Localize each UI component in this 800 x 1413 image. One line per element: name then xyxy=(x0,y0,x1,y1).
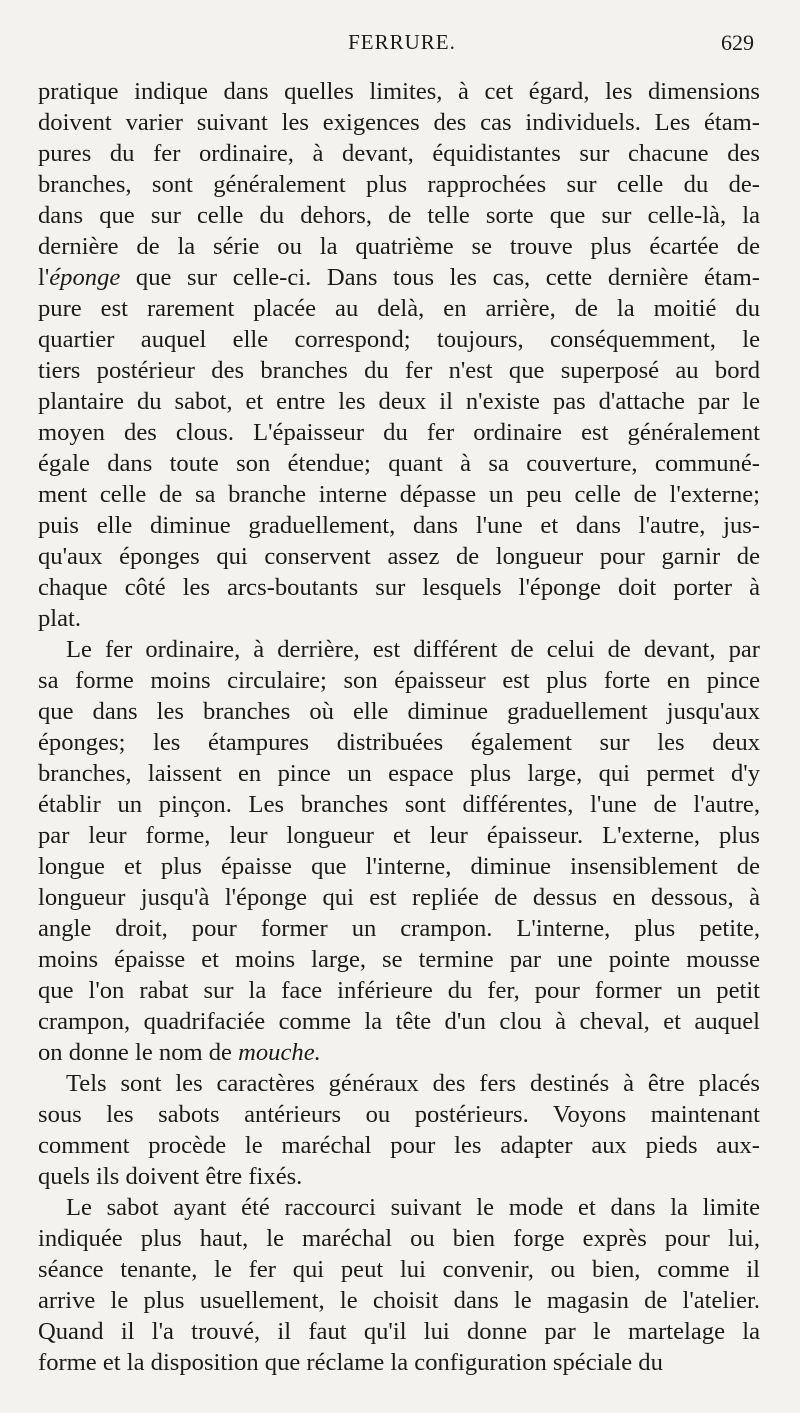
text-line: plantaire du sabot, et entre les deux il n'existe pas d'attache par le xyxy=(38,388,760,415)
text-line: ment celle de sa branche interne dépasse un peu celle de l'externe; xyxy=(38,481,760,508)
text-line: par leur forme, leur longueur et leur épaisseur. L'externe, plus xyxy=(38,822,760,849)
text-line: moins épaisse et moins large, se termine par une pointe mousse xyxy=(38,946,760,973)
text-line: crampon, quadrifaciée comme la tête d'un clou à cheval, et auquel xyxy=(38,1008,760,1035)
text-line: quartier auquel elle correspond; toujours, conséquemment, le xyxy=(38,326,760,353)
text-line: Quand il l'a trouvé, il faut qu'il lui donne par le martelage la xyxy=(38,1318,760,1345)
text-line: dans que sur celle du dehors, de telle sorte que sur celle-là, la xyxy=(38,202,760,229)
text-line: chaque côté les arcs-boutants sur lesquels l'éponge doit porter à xyxy=(38,574,760,601)
text-line: dernière de la série ou la quatrième se trouve plus écartée de xyxy=(38,233,760,260)
text-line: éponges; les étampures distribuées également sur les deux xyxy=(38,729,760,756)
text-line: que l'on rabat sur la face inférieure du fer, pour former un petit xyxy=(38,977,760,1004)
text-line: forme et la disposition que réclame la configuration spéciale du xyxy=(38,1349,663,1376)
text-line: pratique indique dans quelles limites, à cet égard, les dimensions xyxy=(38,78,760,105)
body-text xyxy=(38,76,760,1378)
text-line: arrive le plus usuellement, le choisit dans le magasin de l'atelier. xyxy=(38,1287,760,1314)
text-line: sous les sabots antérieurs ou postérieurs. Voyons maintenant xyxy=(38,1101,760,1128)
text-line: Le sabot ayant été raccourci suivant le mode et dans la limite xyxy=(66,1194,760,1221)
paragraph xyxy=(38,1068,760,1192)
text-line: sa forme moins circulaire; son épaisseur est plus forte en pince xyxy=(38,667,760,694)
text-line: que dans les branches où elle diminue graduellement jusqu'aux xyxy=(38,698,760,725)
paragraph xyxy=(38,76,760,634)
text-line: longue et plus épaisse que l'interne, diminue insensiblement de xyxy=(38,853,760,880)
text-line: longueur jusqu'à l'éponge qui est repliée de dessus en dessous, à xyxy=(38,884,760,911)
text-line: moyen des clous. L'épaisseur du fer ordinaire est généralement xyxy=(38,419,760,446)
text-line: on donne le nom de mouche. xyxy=(38,1039,321,1066)
paragraph xyxy=(38,1192,760,1378)
italic-term: éponge xyxy=(49,264,121,291)
page-number: 629 xyxy=(721,30,754,55)
page-header xyxy=(40,30,764,60)
text-line: branches, laissent en pince un espace plus large, qui permet d'y xyxy=(38,760,760,787)
text-line: tiers postérieur des branches du fer n'est que superposé au bord xyxy=(38,357,760,384)
italic-term: mouche. xyxy=(238,1039,321,1066)
text-line: égale dans toute son étendue; quant à sa couverture, communé- xyxy=(38,450,760,477)
text-line: établir un pinçon. Les branches sont différentes, l'une de l'autre, xyxy=(38,791,760,818)
text-line: comment procède le maréchal pour les adapter aux pieds aux- xyxy=(38,1132,760,1159)
text-line: pures du fer ordinaire, à devant, équidistantes sur chacune des xyxy=(38,140,760,167)
text-line: plat. xyxy=(38,605,82,632)
text-line: l'éponge que sur celle-ci. Dans tous les cas, cette dernière étam- xyxy=(38,264,760,291)
text-line: branches, sont généralement plus rapprochées sur celle du de- xyxy=(38,171,760,198)
text-line: pure est rarement placée au delà, en arrière, de la moitié du xyxy=(38,295,760,322)
text-line: séance tenante, le fer qui peut lui convenir, ou bien, comme il xyxy=(38,1256,760,1283)
text-line: angle droit, pour former un crampon. L'interne, plus petite, xyxy=(38,915,760,942)
running-title: FERRURE. xyxy=(348,30,456,54)
text-line: Tels sont les caractères généraux des fers destinés à être placés xyxy=(66,1070,760,1097)
text-line: qu'aux éponges qui conservent assez de longueur pour garnir de xyxy=(38,543,760,570)
text-line: puis elle diminue graduellement, dans l'une et dans l'autre, jus- xyxy=(38,512,760,539)
text-line: Le fer ordinaire, à derrière, est différent de celui de devant, par xyxy=(66,636,760,663)
text-line: quels ils doivent être fixés. xyxy=(38,1163,303,1190)
paragraph xyxy=(38,634,760,1068)
text-line: indiquée plus haut, le maréchal ou bien forge exprès pour lui, xyxy=(38,1225,760,1252)
text-line: doivent varier suivant les exigences des cas individuels. Les étam- xyxy=(38,109,760,136)
